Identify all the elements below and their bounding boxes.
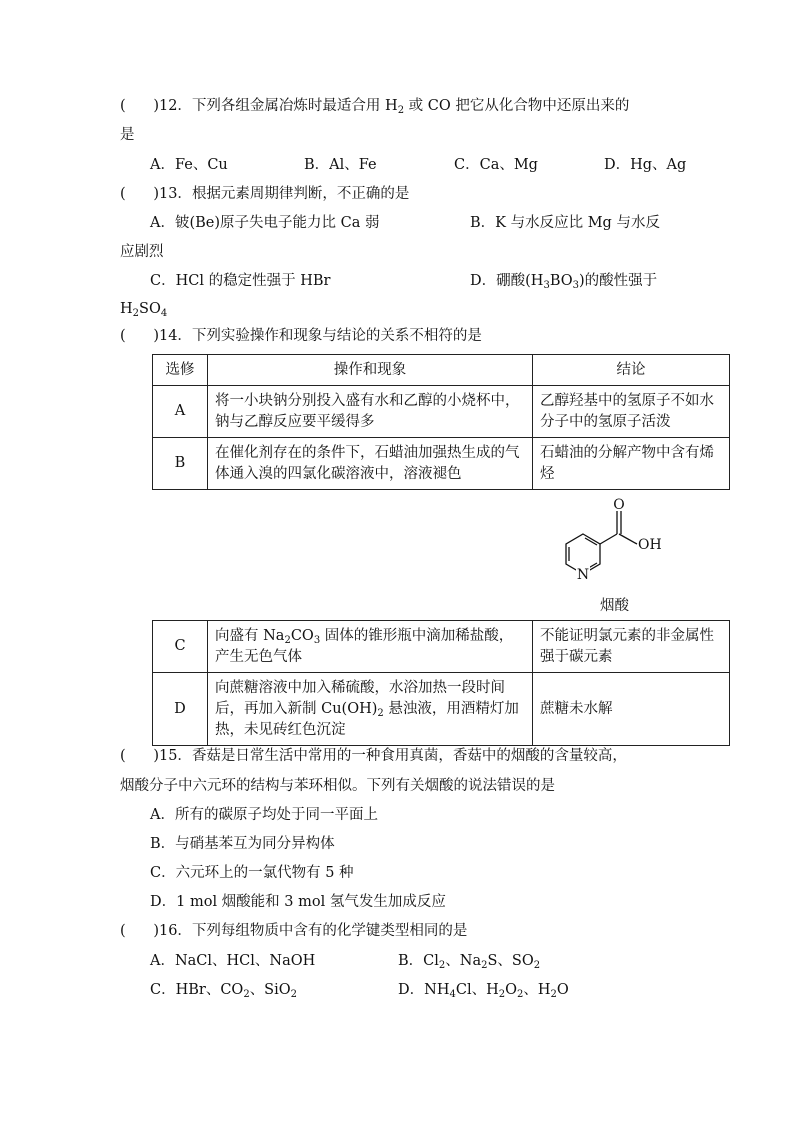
table-row: [153, 673, 730, 746]
table-row: [153, 621, 730, 673]
header-cell: 结论: [533, 355, 730, 386]
q15-stem: ( )15．香菇是日常生活中常用的一种食用真菌，香菇中的烟酸的含量较高，: [120, 748, 627, 764]
q13-option-a: A．铍(Be)原子失电子能力比 Ca 弱: [150, 215, 380, 231]
row-label: B: [153, 438, 208, 490]
row-operation: 向盛有 $Na_2CO_3$ 固体的锥形瓶中滴加稀盐酸，产生无色气体: [208, 621, 533, 673]
row-label: C: [153, 621, 208, 673]
q12-stem: ( )12．下列各组金属冶炼时最适合用 $H_2$ 或 CO 把它从化合物中还原出来的: [120, 98, 630, 116]
atom-n-label: N: [576, 567, 590, 583]
q16-option-d: D．$NH_4Cl$、$H_2O_2$、$H_2O$: [398, 982, 569, 1000]
q14-table-bottom: [152, 620, 730, 746]
q13-stem: ( )13．根据元素周期律判断，不正确的是: [120, 186, 410, 202]
answer-blank[interactable]: (: [120, 748, 126, 764]
q13-option-d: D．硼酸$(H_3BO_3)$的酸性强于: [470, 273, 658, 291]
table-header-row: [153, 355, 730, 386]
atom-o-label: O: [613, 497, 625, 513]
table-row: [153, 386, 730, 438]
atom-oh-label: OH: [638, 537, 662, 553]
q13-option-b-tail: 应剧烈: [120, 244, 164, 260]
row-label: A: [153, 386, 208, 438]
structure-caption: 烟酸: [600, 598, 629, 614]
q15-stem-line2: 烟酸分子中六元环的结构与苯环相似。下列有关烟酸的说法错误的是: [120, 778, 555, 794]
q12-option-c: C．Ca、Mg: [454, 157, 538, 173]
answer-blank[interactable]: (: [120, 328, 126, 344]
q15-option-d: D．1 mol 烟酸能和 3 mol 氢气发生加成反应: [150, 894, 446, 910]
header-cell: 选修: [153, 355, 208, 386]
answer-blank[interactable]: (: [120, 923, 126, 939]
answer-blank[interactable]: (: [120, 186, 126, 202]
q15-option-b: B．与硝基苯互为同分异构体: [150, 836, 335, 852]
table-row: [153, 438, 730, 490]
q13-option-c: C．HCl 的稳定性强于 HBr: [150, 273, 331, 289]
q16-option-c: C．HBr、$CO_2$、SiO$_2$: [150, 982, 298, 1000]
q13-option-b: B．K 与水反应比 Mg 与水反: [470, 215, 660, 231]
q14-table-top: [152, 354, 730, 490]
row-label: D: [153, 673, 208, 746]
q16-option-a: A．NaCl、HCl、NaOH: [150, 953, 316, 969]
row-operation: 将一小块钠分别投入盛有水和乙醇的小烧杯中，钠与乙醇反应要平缓得多: [208, 386, 533, 438]
row-conclusion: 不能证明氯元素的非金属性强于碳元素: [533, 621, 730, 673]
q12-stem-tail: 是: [120, 127, 135, 143]
q14-stem: ( )14．下列实验操作和现象与结论的关系不相符的是: [120, 328, 482, 344]
q16-option-b: B．$Cl_2$、$Na_2S$、$SO_2$: [398, 953, 541, 971]
q16-stem: ( )16．下列每组物质中含有的化学键类型相同的是: [120, 923, 468, 939]
answer-blank[interactable]: (: [120, 98, 126, 114]
q13-option-d-tail: $H_2SO_4$: [120, 301, 168, 319]
q15-option-a: A．所有的碳原子均处于同一平面上: [150, 807, 378, 823]
row-operation: 向蔗糖溶液中加入稀硫酸，水浴加热一段时间后，再加入新制 $Cu(OH)_2$ 悬浊液，用酒精灯加热，未见砖红色沉淀: [208, 673, 533, 746]
row-conclusion: 乙醇羟基中的氢原子不如水分子中的氢原子活泼: [533, 386, 730, 438]
q12-option-b: B．Al、Fe: [304, 157, 377, 173]
q12-option-a: A．Fe、Cu: [150, 157, 228, 173]
q15-option-c: C．六元环上的一氯代物有 5 种: [150, 865, 354, 881]
nicotinic-acid-structure: [548, 492, 688, 588]
header-cell: 操作和现象: [208, 355, 533, 386]
q12-option-d: D．Hg、Ag: [604, 157, 687, 173]
row-operation: 在催化剂存在的条件下，石蜡油加强热生成的气体通入溴的四氯化碳溶液中，溶液褪色: [208, 438, 533, 490]
row-conclusion: 蔗糖未水解: [533, 673, 730, 746]
row-conclusion: 石蜡油的分解产物中含有烯烃: [533, 438, 730, 490]
